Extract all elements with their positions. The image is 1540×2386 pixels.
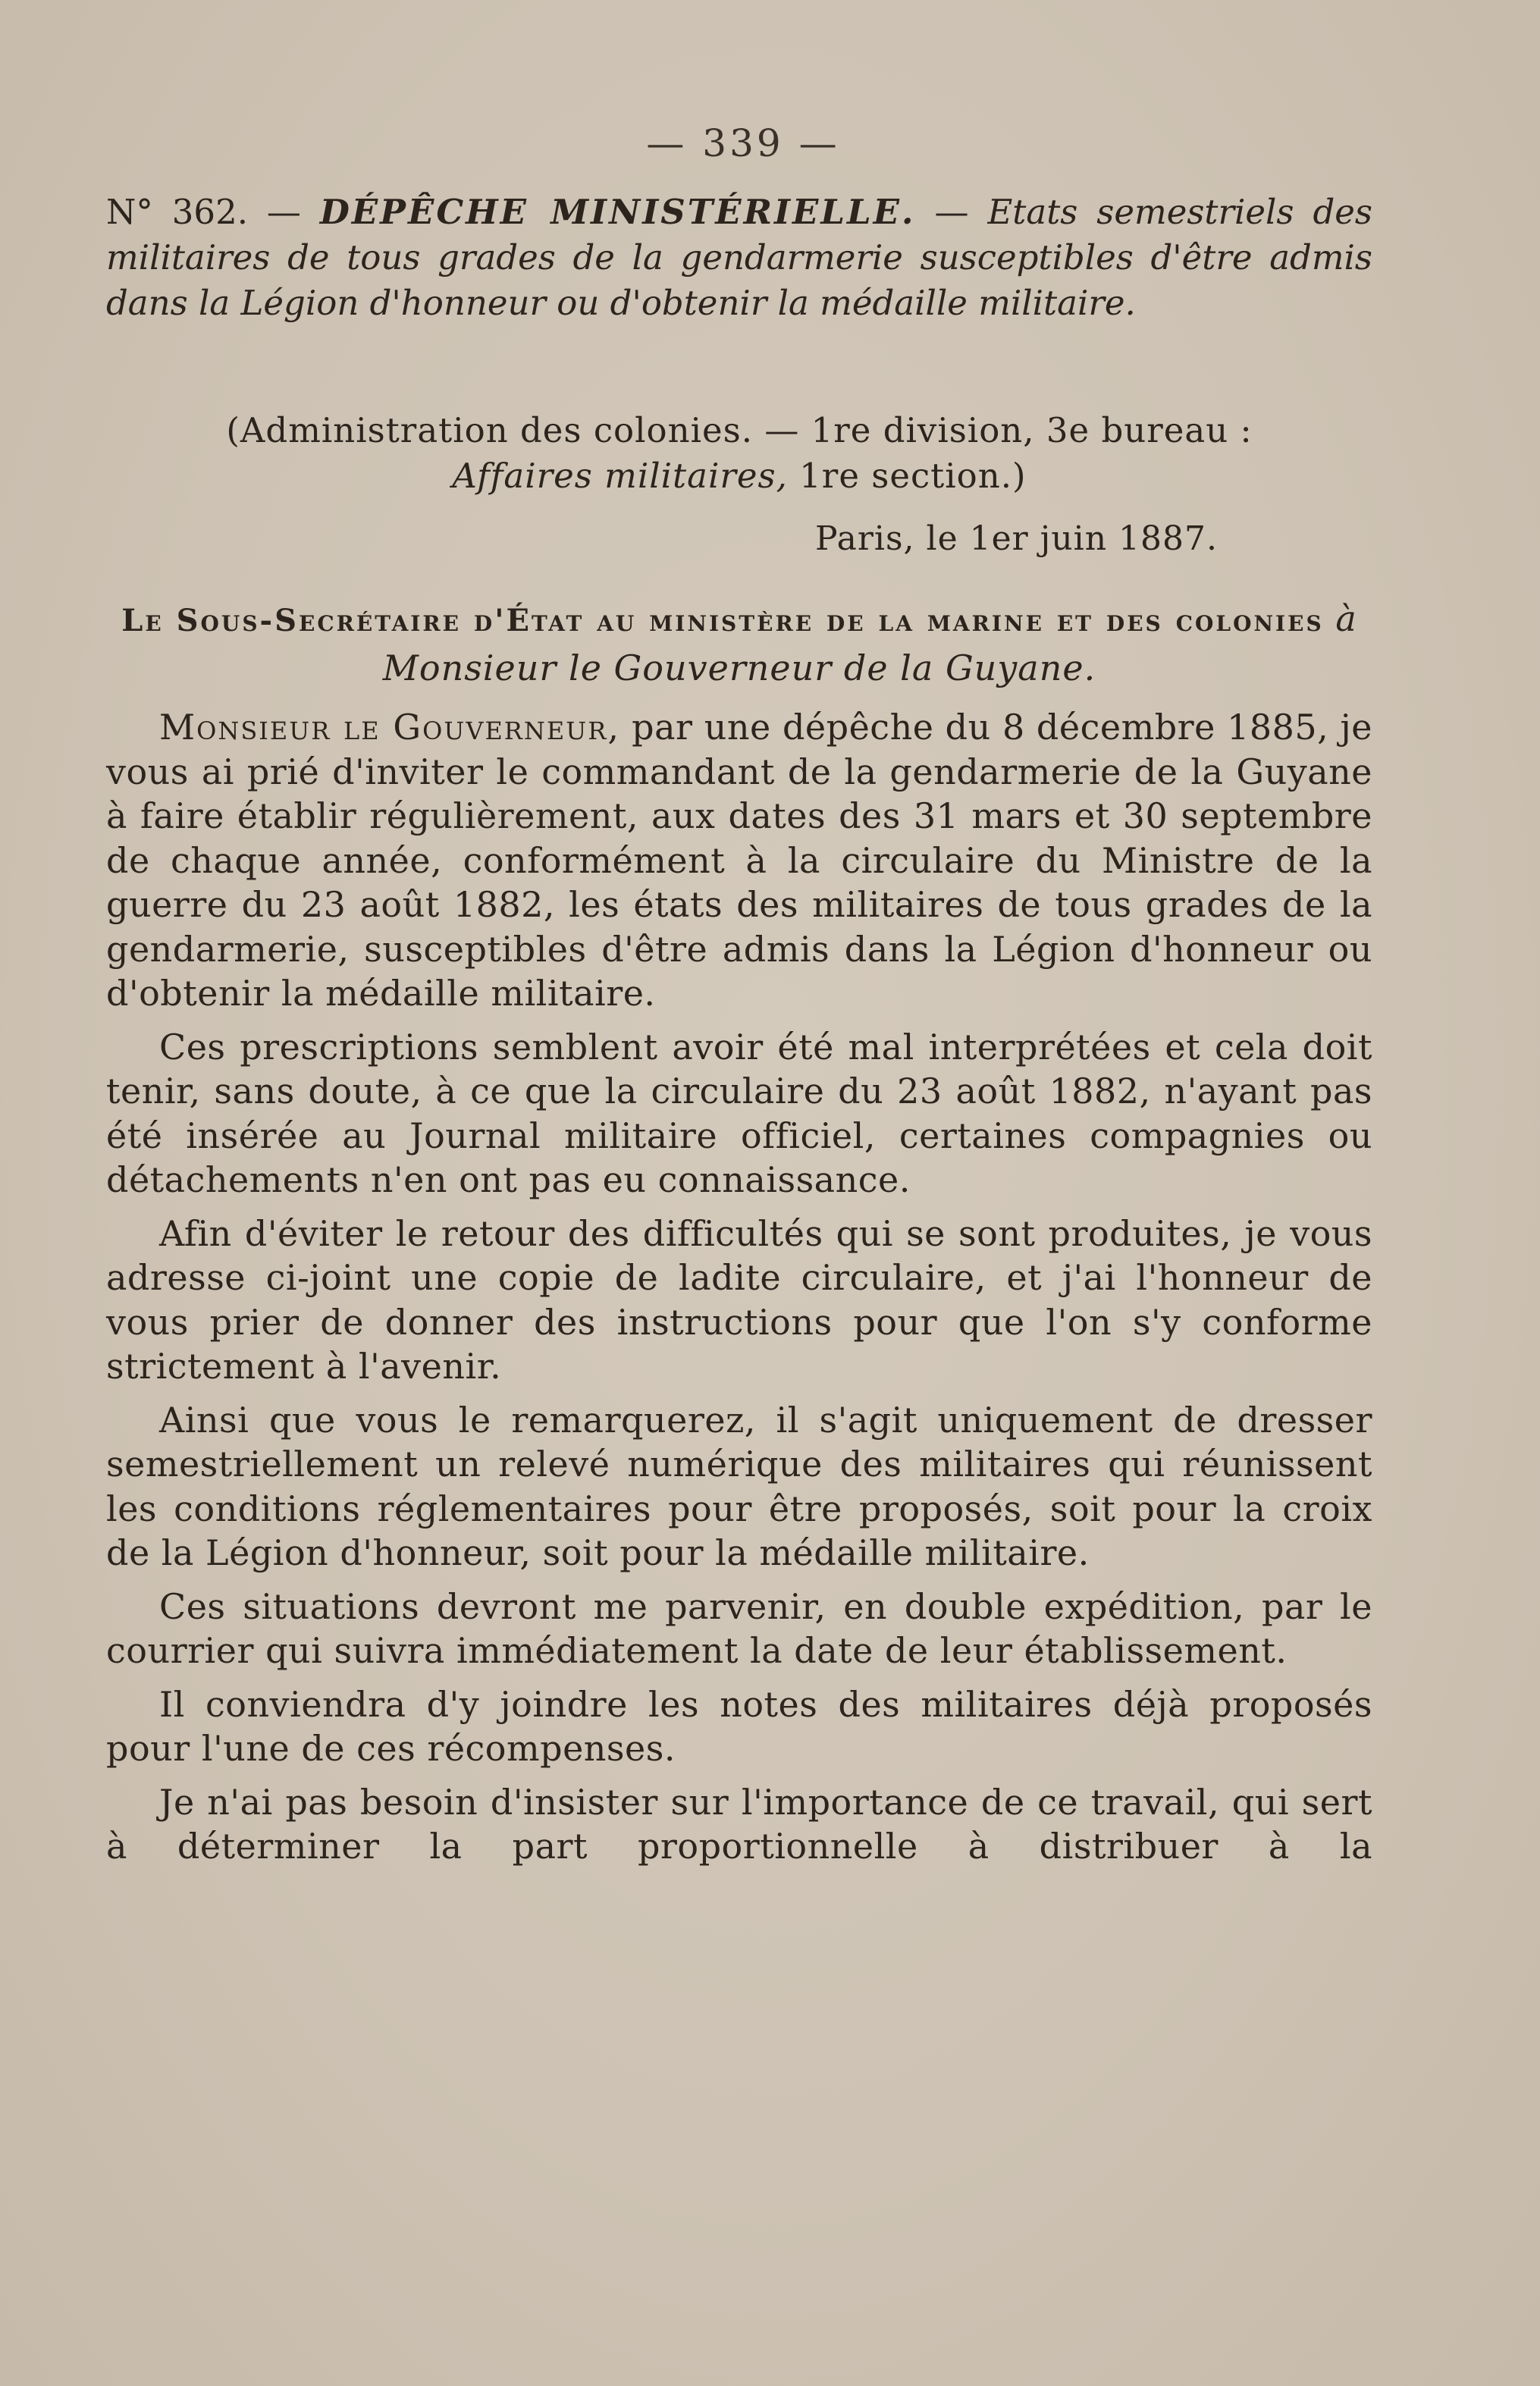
place-date: Paris, le 1er juin 1887. [815,519,1219,558]
page-number: — 339 — [646,121,840,165]
paragraph: Ces prescriptions semblent avoir été mal interprétées et cela doit tenir, sans doute, à ce que la circulaire du 23 août 1882, n'ayant pas été insérée au Journal militaire officiel, certaines compagnies ou détachements n'en ont pas eu connaissance. [106,1026,1372,1200]
paragraph: Je n'ai pas besoin d'insister sur l'importance de ce travail, qui sert à déterminer la part proportionnelle à distribuer à la [106,1781,1372,1867]
heading-dash: — [915,192,988,232]
sender-to: à Monsieur le Gouverneur de la Guyane. [382,598,1357,688]
administration-section-italic: Affaires militaires, [452,456,788,496]
paragraph [106,705,1372,1016]
document-title: DÉPÊCHE MINISTÉRIELLE. [319,192,916,232]
letter-body [106,705,1372,1878]
paragraph: Il conviendra d'y joindre les notes des militaires déjà proposés pour l'une de ces récompenses. [106,1683,1372,1769]
paragraph: Ainsi que vous le remarquerez, il s'agit uniquement de dresser semestriellement un relevé numérique des militaires qui réunissent les conditions réglementaires pour être proposés, soit pour la croix de la Légion d'honneur, soit pour la médaille militaire. [106,1399,1372,1573]
paragraph: Ces situations devront me parvenir, en double expédition, par le courrier qui suivra immédiatement la date de leur établissement. [106,1585,1372,1671]
heading-dash: — [248,192,320,232]
administration-line-1: (Administration des colonies. — 1re division, 3e bureau : [226,410,1253,450]
administration-reference [106,408,1372,499]
paragraph: Afin d'éviter le retour des difficultés qui se sont produites, je vous adresse ci-joint une copie de ladite circulaire, et j'ai l'honneur de vous prier de donner des instructions pour que l'on s'y conforme strictement à l'avenir. [106,1212,1372,1387]
administration-line-2 [106,453,1372,499]
administration-section: 1re section.) [787,456,1027,496]
document-heading [106,190,1372,326]
document-number: N° 362. [106,192,248,232]
sender-from: Le Sous-Secrétaire d'État au ministère de la marine et des colonies [121,603,1324,638]
salutation: Monsieur le Gouverneur, [159,707,620,748]
document-description: Etats semestriels des militaires de tous grades de la gendarmerie susceptibles d'être admis dans la Légion d'honneur ou d'obtenir la médaille militaire. [106,192,1372,323]
paragraph-text: par une dépêche du 8 décembre 1885, je vous ai prié d'inviter le commandant de la gendarmerie de la Guyane à faire établir régulièrement, aux dates des 31 mars et 30 septembre de chaque année, conformément à la circulaire du Ministre de la guerre du 23 août 1882, les états des militaires de tous grades de la gendarmerie, susceptibles d'être admis dans la Légion d'honneur ou d'obtenir la médaille militaire. [106,707,1372,1014]
sender-address [106,595,1372,694]
